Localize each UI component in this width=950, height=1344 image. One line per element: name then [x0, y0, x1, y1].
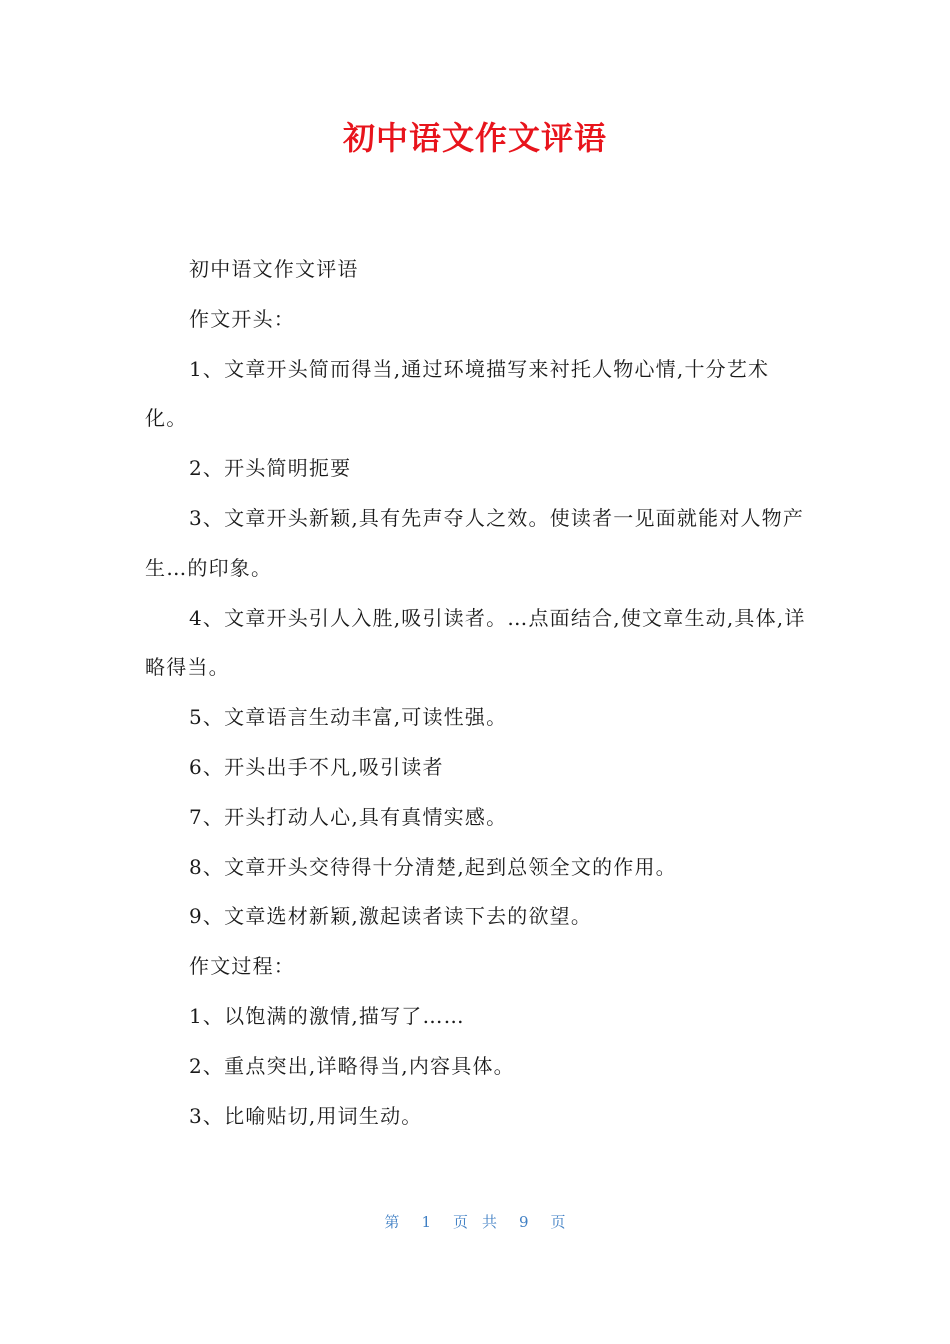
document-title: 初中语文作文评语 [342, 119, 607, 157]
paragraph: 9、文章选材新颖,激起读者读下去的欲望。 [189, 904, 593, 929]
document-body [145, 245, 807, 1141]
paragraph: 1、以饱满的激情,描写了…… [189, 1003, 465, 1028]
paragraph: 6、开头出手不凡,吸引读者 [189, 754, 444, 779]
current-page-number: 1 [421, 1213, 431, 1231]
paragraph: 3、文章开头新颖,具有先声夺人之效。使读者一见面就能对人物产生…的印象。 [145, 505, 805, 580]
page-label-prefix: 第 [384, 1213, 400, 1231]
page-label-suffix: 页 [550, 1213, 566, 1231]
paragraph: 1、文章开头简而得当,通过环境描写来衬托人物心情,十分艺术化。 [145, 356, 770, 431]
paragraph: 8、文章开头交待得十分清楚,起到总领全文的作用。 [189, 854, 677, 879]
page-label-mid: 页共 [452, 1213, 511, 1231]
section-heading-opening: 作文开头： [189, 306, 295, 331]
section-heading-process: 作文过程： [189, 954, 295, 979]
paragraph: 5、文章语言生动丰富,可读性强。 [189, 705, 508, 730]
paragraph: 2、开头简明扼要 [189, 456, 352, 481]
paragraph: 7、开头打动人心,具有真情实感。 [189, 804, 508, 829]
paragraph: 3、比喻贴切,用词生动。 [189, 1103, 423, 1128]
page-footer [0, 1210, 950, 1234]
paragraph: 2、重点突出,详略得当,内容具体。 [189, 1053, 515, 1078]
paragraph: 初中语文作文评语 [189, 257, 359, 281]
paragraph: 4、文章开头引人入胜,吸引读者。…点面结合,使文章生动,具体,详略得当。 [145, 605, 806, 680]
total-pages-number: 9 [519, 1213, 529, 1231]
